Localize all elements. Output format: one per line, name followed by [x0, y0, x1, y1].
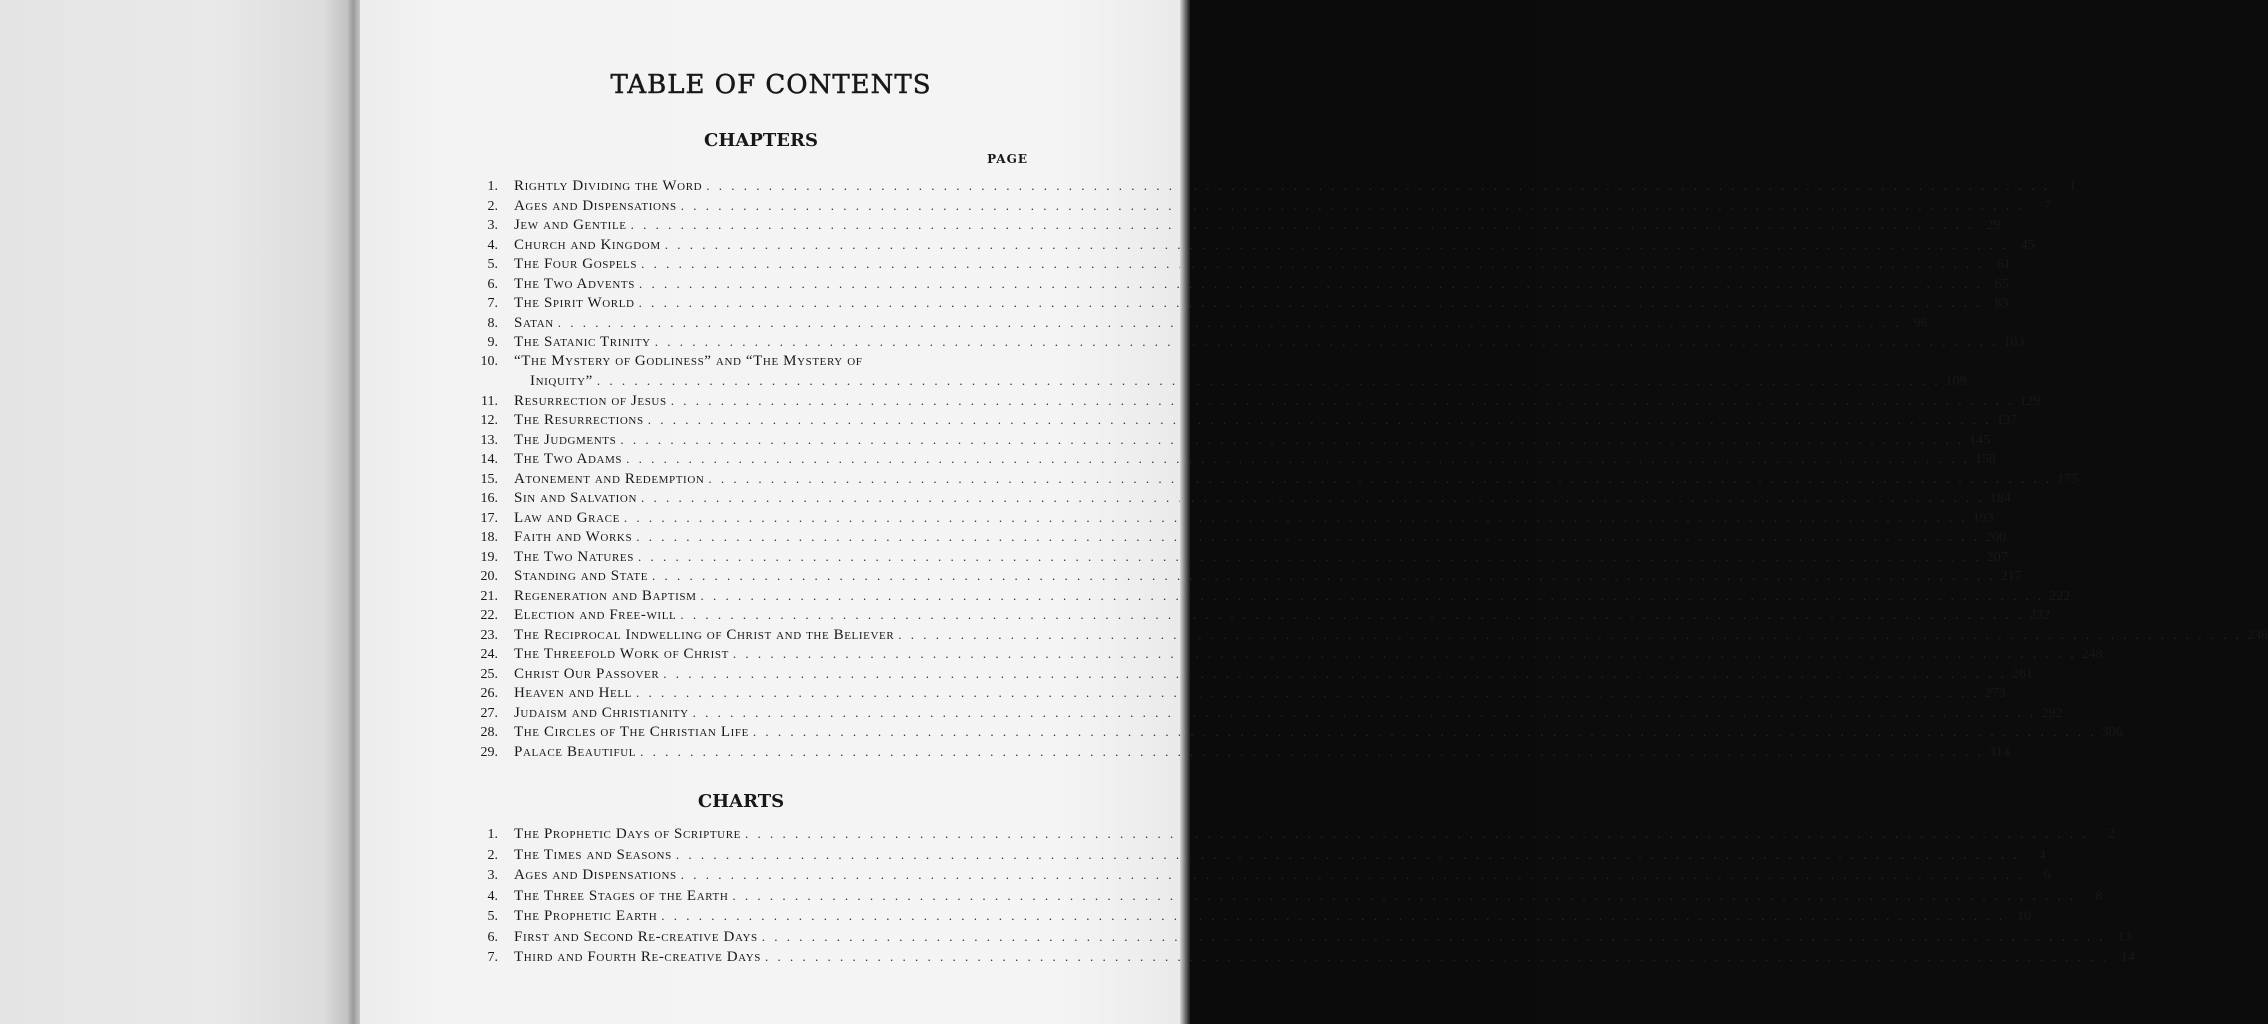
entry-page-number: 137 [1996, 413, 2018, 428]
entry-page-number: 61 [1996, 257, 2011, 272]
dot-leader [655, 332, 1999, 352]
entry-page-number: 129 [2019, 393, 2041, 409]
toc-entry [464, 332, 2025, 352]
entry-number: 5. [487, 257, 498, 272]
dot-leader [636, 527, 1980, 547]
entry-number: 8. [487, 315, 498, 331]
dot-leader [639, 293, 1983, 313]
entry-page-number: 7 [2043, 198, 2051, 214]
dot-leader [681, 865, 2025, 886]
entry-title: Church and Kingdom [514, 236, 661, 253]
entry-page-number: 314 [1988, 744, 2010, 760]
entry-title: The Three Stages of the Earth [514, 887, 729, 904]
dot-leader [626, 449, 1970, 469]
entry-page-number: 2 [2107, 827, 2115, 842]
entry-page-number: 158 [1974, 452, 1996, 467]
entry-number: 3. [487, 868, 498, 883]
toc-entry [464, 469, 2079, 489]
toc-entry [464, 605, 2051, 625]
dot-leader [663, 664, 2007, 684]
dot-leader [745, 824, 2089, 845]
dot-leader [597, 371, 1941, 391]
toc-entry [464, 683, 2006, 703]
dot-leader [732, 886, 2076, 907]
entry-page-number: 261 [2012, 666, 2034, 682]
entry-page-number: 65 [1994, 276, 2009, 292]
toc-entry [464, 313, 1928, 333]
toc-entry [464, 927, 2132, 948]
dot-leader [639, 274, 1983, 294]
page-edge [1180, 0, 1190, 1024]
entry-title: The Prophetic Days of Scripture [514, 826, 741, 842]
toc-entry [464, 566, 2022, 586]
dot-leader [620, 430, 1964, 450]
toc-entry [464, 742, 2010, 762]
entry-page-number: 14 [2120, 950, 2135, 965]
entry-title: Atonement and Redemption [514, 470, 705, 487]
toc-entry [464, 196, 2051, 216]
toc-entry [464, 293, 2009, 313]
entry-title: Regeneration and Baptism [514, 587, 697, 604]
entry-title: The Two Advents [514, 275, 635, 292]
dot-leader [636, 683, 1980, 703]
dot-leader [558, 313, 1902, 333]
entry-title: Resurrection of Jesus [514, 392, 667, 409]
dot-leader [648, 410, 1992, 430]
entry-title: The Reciprocal Indwelling of Christ and the Believer [514, 626, 895, 643]
entry-number: 21. [480, 588, 498, 604]
entry-page-number: 45 [2020, 237, 2035, 253]
toc-entry [464, 274, 2009, 294]
entry-number: 24. [480, 647, 498, 662]
entry-page-number: 222 [2049, 588, 2071, 604]
entry-number: 25. [480, 666, 498, 682]
entry-title: Election and Free-will [514, 607, 677, 623]
entry-number: 12. [480, 413, 498, 428]
toc-entry [464, 625, 2268, 645]
toc-entry [464, 644, 2103, 664]
entry-title: The Circles of The Christian Life [514, 724, 749, 740]
entry-title: Christ Our Passover [514, 665, 660, 682]
entry-page-number: 207 [1986, 549, 2008, 565]
dot-leader [765, 947, 2109, 968]
toc-entry [464, 391, 2041, 411]
toc-entry [464, 410, 2018, 430]
toc-entry [464, 235, 2035, 255]
entry-page-number: 109 [1945, 374, 1967, 389]
entry-title-line-1: “The Mystery of Godliness” and “The Mystery of [514, 352, 863, 369]
entry-title: Sin and Salvation [514, 490, 637, 506]
entry-page-number: 6 [2043, 868, 2051, 883]
entry-number: 5. [487, 909, 498, 924]
dot-leader [693, 703, 2037, 723]
entry-title: First and Second Re-creative Days [514, 928, 758, 945]
dot-leader [640, 742, 1984, 762]
toc-entry [464, 215, 2001, 235]
entry-number: 17. [480, 510, 498, 526]
entry-number: 2. [487, 198, 498, 214]
toc-entry [464, 824, 2115, 845]
dot-leader [638, 547, 1982, 567]
entry-title: Palace Beautiful [514, 743, 637, 760]
entry-title: Jew and Gentile [514, 217, 627, 233]
entry-title: Judaism and Christianity [514, 704, 689, 721]
entry-number: 22. [480, 608, 498, 623]
entry-page-number: 306 [2101, 725, 2123, 740]
toc-entry [464, 906, 2032, 927]
entry-page-number: 10 [2017, 909, 2032, 924]
toc-entry [464, 586, 2071, 606]
entry-number: 13. [480, 432, 498, 448]
entry-title: Faith and Works [514, 529, 633, 545]
toc-entry [464, 845, 2046, 866]
entry-page-number: 217 [2000, 569, 2022, 584]
entry-title-stack [514, 352, 1967, 391]
entry-page-number: 175 [2057, 471, 2079, 487]
dot-leader [641, 488, 1985, 508]
entry-number: 6. [487, 276, 498, 292]
entry-number: 7. [487, 296, 498, 311]
toc-entry [464, 430, 1991, 450]
dot-leader [641, 254, 1985, 274]
entry-page-number: 292 [2041, 705, 2063, 721]
dot-leader [700, 586, 2044, 606]
entry-title: The Spirit World [514, 295, 635, 311]
entry-number: 16. [480, 491, 498, 506]
toc-entry [464, 547, 2008, 567]
entry-page-number: 13 [2117, 929, 2132, 945]
dot-leader [708, 469, 2052, 489]
entry-number: 29. [480, 744, 498, 760]
toc-entry [464, 664, 2034, 684]
entry-page-number: 103 [2003, 335, 2025, 350]
contents-page [360, 0, 2268, 1024]
toc-entry [464, 254, 2011, 274]
toc-entry [464, 488, 2011, 508]
entry-number: 7. [487, 950, 498, 965]
entry-number: 6. [487, 929, 498, 945]
entry-title: The Resurrections [514, 412, 644, 428]
entry-title: The Prophetic Earth [514, 908, 658, 924]
entry-number: 28. [480, 725, 498, 740]
entry-title-line-2-row [514, 371, 1967, 391]
entry-title: Law and Grace [514, 509, 620, 526]
dot-leader [706, 176, 2050, 196]
dot-leader [681, 196, 2025, 216]
entry-number: 1. [487, 179, 498, 194]
entry-page-number: 8 [2095, 888, 2103, 904]
dot-leader [624, 508, 1968, 528]
page-column-label: PAGE [987, 152, 1028, 166]
entry-page-number: 193 [1972, 510, 1994, 526]
entry-number: 1. [487, 827, 498, 842]
dot-leader [652, 566, 1996, 586]
entry-title: The Satanic Trinity [514, 334, 651, 350]
entry-number: 15. [480, 471, 498, 487]
entry-number: 14. [480, 452, 498, 467]
entry-number: 4. [487, 888, 498, 904]
toc-entry [464, 508, 1994, 528]
dot-leader [671, 391, 2015, 411]
entry-page-number: 273 [1984, 686, 2006, 701]
entry-title-line-2: Iniquity” [530, 373, 593, 389]
toc-entry [464, 886, 2103, 907]
dot-leader [665, 235, 2009, 255]
dot-leader [898, 625, 2242, 645]
entry-page-number: 96 [1913, 315, 1928, 331]
entry-page-number: 238 [2247, 627, 2268, 643]
entry-page-number: 1 [2068, 179, 2076, 194]
dot-leader [753, 722, 2097, 742]
left-page [0, 0, 352, 1024]
charts-heading: CHARTS [697, 791, 785, 812]
entry-title: The Threefold Work of Christ [514, 646, 729, 662]
entry-page-number: 29 [1986, 218, 2001, 233]
entry-number: 18. [480, 530, 498, 545]
entry-number: 19. [480, 549, 498, 565]
entry-title: The Times and Seasons [514, 846, 672, 863]
entry-number: 2. [487, 847, 498, 863]
entry-title: Third and Fourth Re-creative Days [514, 949, 761, 965]
entry-number: 9. [487, 335, 498, 350]
entry-page-number: 248 [2081, 647, 2103, 662]
entry-title: Ages and Dispensations [514, 197, 677, 214]
entry-title: Heaven and Hell [514, 685, 633, 701]
entry-number: 4. [487, 237, 498, 253]
entry-number: 10. [480, 353, 498, 369]
entry-number: 27. [480, 705, 498, 721]
entry-number: 20. [480, 569, 498, 584]
toc-entry [464, 352, 1967, 391]
entry-title: The Two Adams [514, 451, 623, 467]
page-title: TABLE OF CONTENTS [610, 70, 932, 100]
toc-entry [464, 449, 1996, 469]
dot-leader [676, 845, 2020, 866]
entry-page-number: 145 [1969, 432, 1991, 448]
charts-list [464, 824, 2135, 968]
entry-page-number: 232 [2029, 608, 2051, 623]
entry-title: The Two Natures [514, 548, 634, 565]
dot-leader [680, 605, 2024, 625]
entry-page-number: 184 [1989, 491, 2011, 506]
entry-title: The Judgments [514, 431, 617, 448]
dot-leader [733, 644, 2077, 664]
toc-entry [464, 176, 2076, 196]
entry-number: 23. [480, 627, 498, 643]
dot-leader [631, 215, 1975, 235]
entry-title: Satan [514, 314, 554, 331]
entry-page-number: 4 [2038, 847, 2046, 863]
entry-number: 26. [480, 686, 498, 701]
entry-number: 3. [487, 218, 498, 233]
toc-entry [464, 527, 2006, 547]
entry-title: Ages and Dispensations [514, 867, 677, 883]
dot-leader [661, 906, 2005, 927]
entry-number: 11. [481, 393, 498, 409]
entry-title: The Four Gospels [514, 256, 638, 272]
dot-leader [762, 927, 2106, 948]
toc-entry [464, 722, 2123, 742]
entry-page-number: 83 [1994, 296, 2009, 311]
entry-page-number: 200 [1984, 530, 2006, 545]
chapters-heading: CHAPTERS [704, 130, 818, 151]
toc-entry [464, 865, 2051, 886]
chapters-list [464, 176, 2268, 761]
toc-entry [464, 947, 2135, 968]
toc-entry [464, 703, 2063, 723]
entry-title: Rightly Dividing the Word [514, 178, 703, 194]
entry-title: Standing and State [514, 568, 649, 584]
